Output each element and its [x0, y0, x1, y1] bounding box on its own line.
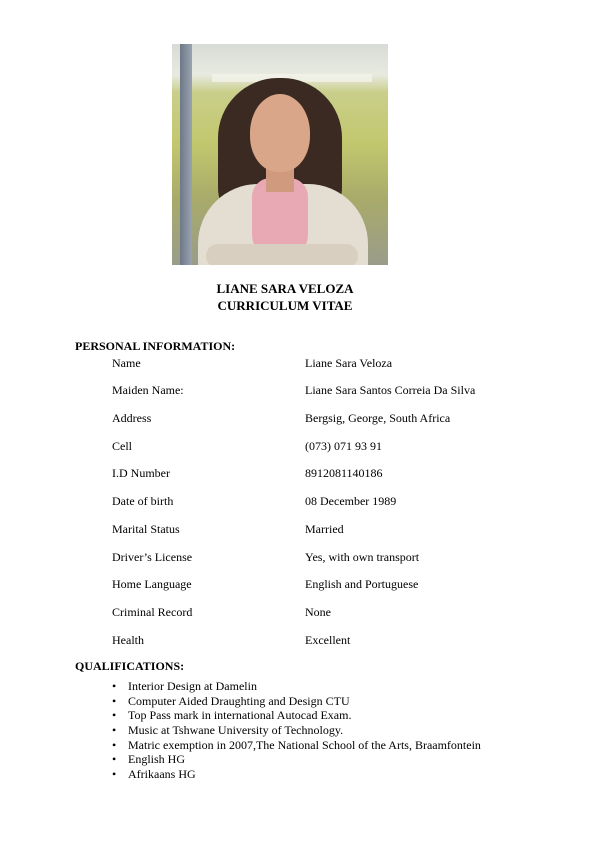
qualification-text: Matric exemption in 2007,The National School of the Arts, Braamfontein: [128, 737, 481, 752]
document-title: CURRICULUM VITAE: [217, 298, 353, 313]
info-label: Name: [112, 356, 141, 370]
info-value: Yes, with own transport: [305, 550, 420, 564]
document-name: LIANE SARA VELOZA: [216, 281, 354, 296]
info-value: English and Portuguese: [305, 577, 419, 591]
list-item: [112, 679, 481, 694]
list-item: [112, 723, 481, 738]
bullet-icon: •: [112, 693, 117, 708]
bullet-icon: •: [112, 737, 117, 752]
info-row: [0, 494, 594, 510]
qualification-text: Music at Tshwane University of Technology.: [128, 723, 344, 738]
profile-photo: [172, 44, 388, 265]
qualification-text: Afrikaans HG: [128, 767, 196, 782]
qualification-text: English HG: [128, 752, 185, 767]
info-row: [0, 411, 594, 427]
bullet-icon: •: [112, 708, 117, 723]
bullet-icon: •: [112, 723, 117, 738]
bullet-icon: •: [112, 752, 117, 767]
qualifications-list: [112, 679, 481, 782]
qualification-text: Computer Aided Draughting and Design CTU: [128, 693, 350, 708]
info-label: Home Language: [112, 577, 192, 591]
qualification-text: Top Pass mark in international Autocad Exam.: [128, 708, 352, 723]
info-label: Maiden Name:: [112, 383, 184, 397]
qualifications-heading: QUALIFICATIONS:: [75, 659, 185, 673]
list-item: [112, 694, 481, 709]
bullet-icon: •: [112, 767, 117, 782]
info-row: [0, 356, 594, 372]
info-row: [0, 605, 594, 621]
info-value: 8912081140186: [305, 466, 383, 480]
info-row: [0, 577, 594, 593]
qualification-text: Interior Design at Damelin: [128, 679, 257, 693]
info-row: [0, 383, 594, 399]
list-item: [112, 752, 481, 767]
list-item: [112, 738, 481, 753]
personal-information-heading: PERSONAL INFORMATION:: [75, 339, 236, 353]
info-label: Driver’s License: [112, 550, 193, 564]
info-value: (073) 071 93 91: [305, 439, 382, 453]
info-label: Date of birth: [112, 494, 174, 508]
list-item: [112, 767, 481, 782]
info-value: Liane Sara Santos Correia Da Silva: [305, 383, 476, 397]
info-value: Married: [305, 522, 344, 536]
info-row: [0, 522, 594, 538]
list-item: [112, 708, 481, 723]
info-row: [0, 439, 594, 455]
info-row: [0, 633, 594, 649]
info-label: Cell: [112, 439, 132, 453]
info-value: None: [305, 605, 331, 619]
info-value: Liane Sara Veloza: [305, 356, 393, 370]
info-value: Excellent: [305, 633, 351, 647]
info-label: Address: [112, 411, 152, 425]
info-value: Bergsig, George, South Africa: [305, 411, 451, 425]
info-label: Health: [112, 633, 144, 647]
info-label: I.D Number: [112, 466, 170, 480]
info-label: Criminal Record: [112, 605, 193, 619]
info-value: 08 December 1989: [305, 494, 397, 508]
info-label: Marital Status: [112, 522, 180, 536]
bullet-icon: •: [112, 679, 117, 693]
info-row: [0, 550, 594, 566]
info-row: [0, 466, 594, 482]
